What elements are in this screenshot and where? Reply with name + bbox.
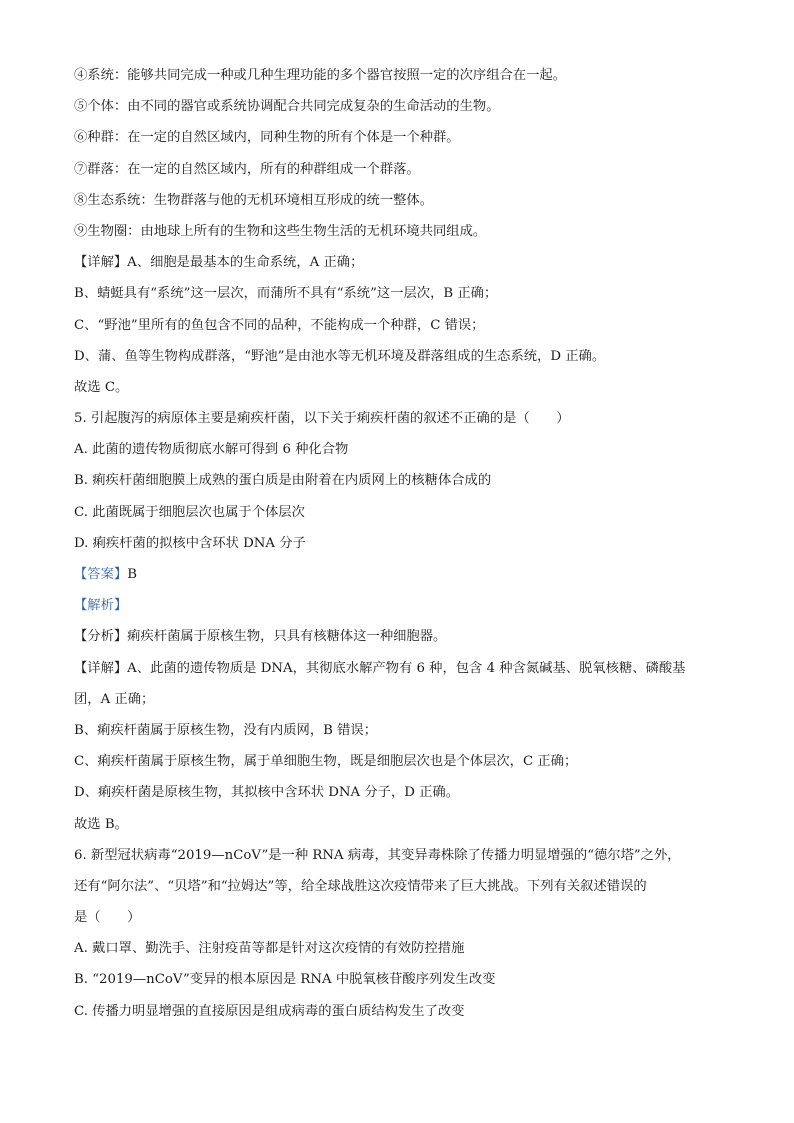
question-6-stem-line-1: 6. 新型冠状病毒“2019—nCoV”是一种 RNA 病毒，其变异毒株除了传播力明显增强的“德尔塔”之外， [74,847,681,863]
level-system: ④系统：能够共同完成一种或几种生理功能的多个器官按照一定的次序组合在一起。 [74,68,566,83]
level-community: ⑦群落：在一定的自然区域内，所有的种群组成一个群落。 [74,161,420,177]
question-5-detail-a-cont: 团，A 正确； [74,691,155,707]
question-5-detail-d: D、痢疾杆菌是原核生物，其拟核中含环状 DNA 分子，D 正确。 [74,785,460,801]
answer-value: B [127,567,137,582]
question-5-stem: 5. 引起腹泻的病原体主要是痢疾杆菌，以下关于痢疾杆菌的叙述不正确的是（ ） [74,411,570,427]
question-5-answer [74,559,724,590]
document-page [74,60,724,1027]
question-5-analysis: 【分析】痢疾杆菌属于原核生物，只具有核糖体这一种细胞器。 [74,629,447,645]
question-5-detail-b: B、痢疾杆菌属于原核生物，没有内质网，B 错误； [74,722,378,738]
level-population: ⑥种群：在一定的自然区域内，同种生物的所有个体是一个种群。 [74,130,460,146]
prev-detail-c: C、“野池”里所有的鱼包含不同的品种，不能构成一个种群，C 错误； [74,317,485,333]
question-5-detail-a: 【详解】A、此菌的遗传物质是 DNA，其彻底水解产物有 6 种，包含 4 种含氮碱基、脱氧核糖、磷酸基 [74,660,686,676]
level-individual: ⑤个体：由不同的器官或系统协调配合共同完成复杂的生命活动的生物。 [74,99,500,115]
question-5-detail-c: C、痢疾杆菌属于原核生物，属于单细胞生物，既是细胞层次也是个体层次，C 正确； [74,754,578,770]
prev-detail-d: D、蒲、鱼等生物构成群落，“野池”是由池水等无机环境及群落组成的生态系统，D 正确。 [74,348,606,364]
question-6-stem-line-3: 是（ ） [74,910,141,926]
question-5-option-c: C. 此菌既属于细胞层次也属于个体层次 [74,504,305,520]
analysis-label: 【解析】 [74,598,128,614]
question-5-option-b: B. 痢疾杆菌细胞膜上成熟的蛋白质是由附着在内质网上的核糖体合成的 [74,473,492,489]
answer-label: 【答案】 [74,567,128,582]
question-6-option-c: C. 传播力明显增强的直接原因是组成病毒的蛋白质结构发生了改变 [74,1003,465,1019]
question-5-option-a: A. 此菌的遗传物质彻底水解可得到 6 种化合物 [74,442,349,458]
question-6-option-b: B. “2019—nCoV”变异的根本原因是 RNA 中脱氧核苷酸序列发生改变 [74,972,496,988]
question-5-conclusion: 故选 B。 [74,816,128,832]
level-biosphere: ⑨生物圈：由地球上所有的生物和这些生物生活的无机环境共同组成。 [74,223,487,239]
question-6-option-a: A. 戴口罩、勤洗手、注射疫苗等都是针对这次疫情的有效防控措施 [74,941,465,957]
prev-detail-b: B、蜻蜓具有“系统”这一层次，而蒲所不具有“系统”这一层次，B 正确； [74,286,498,302]
prev-detail-a: 【详解】A、细胞是最基本的生命系统，A 正确； [74,255,364,271]
question-5-option-d: D. 痢疾杆菌的拟核中含环状 DNA 分子 [74,535,306,551]
prev-conclusion: 故选 C。 [74,379,129,395]
level-ecosystem: ⑧生态系统：生物群落与他的无机环境相互形成的统一整体。 [74,192,434,208]
question-6-stem-line-2: 还有“阿尔法”、“贝塔”和“拉姆达”等，给全球战胜这次疫情带来了巨大挑战。下列有关叙述错误的 [74,878,647,894]
